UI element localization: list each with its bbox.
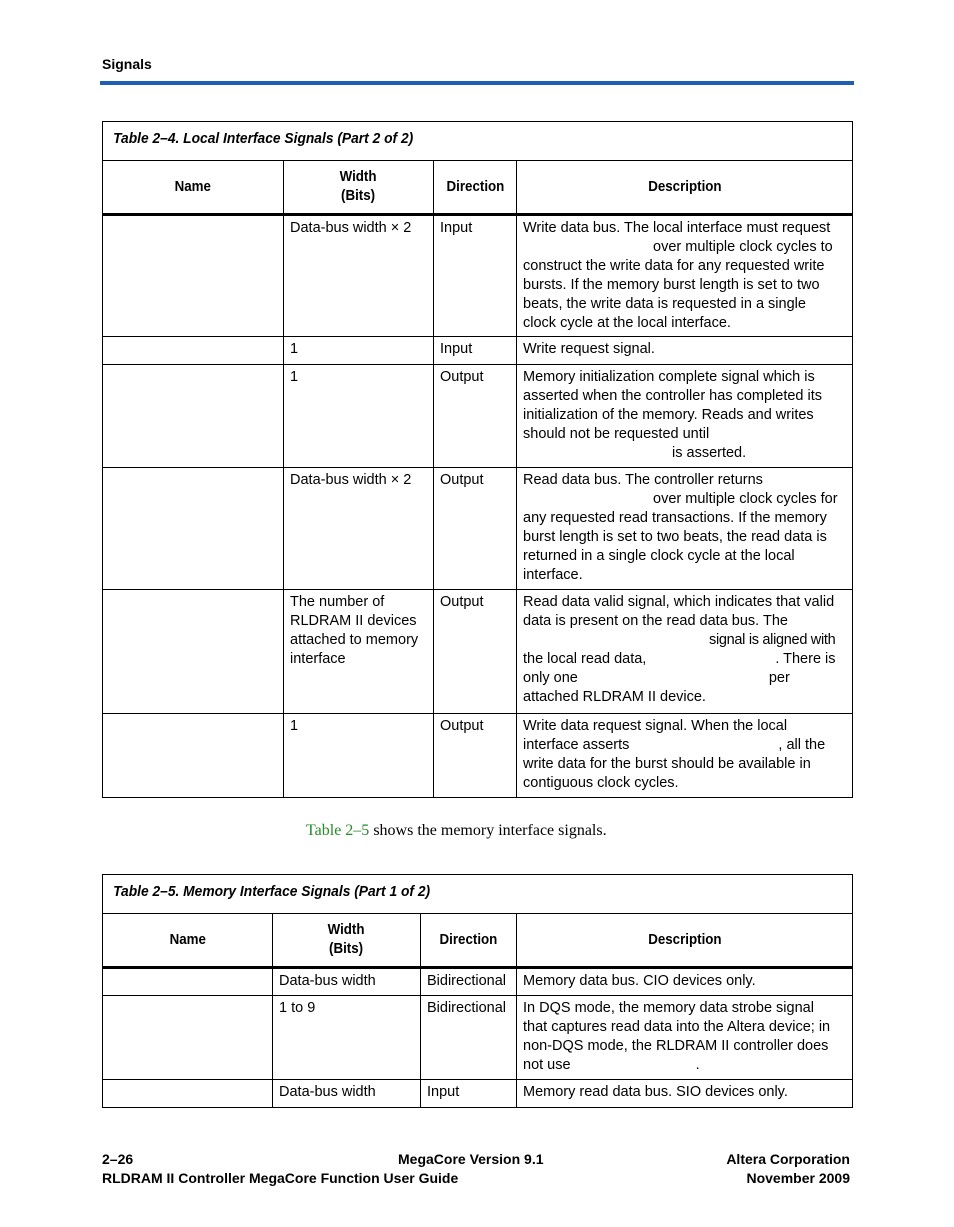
table-reference-sentence: Table 2–5 shows the memory interface signals. <box>306 822 607 839</box>
signal-direction: Output <box>434 468 517 590</box>
column-header-name: Name <box>103 161 284 215</box>
section-title: Signals <box>102 56 152 72</box>
signal-width: 1 <box>284 337 434 365</box>
signal-name <box>103 337 284 365</box>
signal-description: Write data request signal. When the local interface asserts , all the write data for the burst should be available in contiguous clock cycles. <box>517 714 853 798</box>
signal-width: Data-bus width × 2 <box>284 215 434 337</box>
signal-direction: Input <box>434 337 517 365</box>
signal-direction: Bidirectional <box>421 996 517 1080</box>
signal-description: In DQS mode, the memory data strobe signal that captures read data into the Altera device; in non-DQS mode, the RLDRAM II controller does not use . <box>517 996 853 1080</box>
signal-width: Data-bus width <box>273 1080 421 1108</box>
signal-width: 1 <box>284 365 434 468</box>
table-row <box>103 968 853 996</box>
column-header-width: Width (Bits) <box>273 914 421 968</box>
signal-name <box>103 968 273 996</box>
header-rule <box>100 81 854 85</box>
table-row <box>103 215 853 337</box>
signal-description: Memory read data bus. SIO devices only. <box>517 1080 853 1108</box>
table-row <box>103 590 853 714</box>
memory-interface-signals-table <box>102 874 853 1108</box>
signal-name <box>103 714 284 798</box>
footer-date: November 2009 <box>746 1170 850 1186</box>
signal-description: Write data bus. The local interface must request over multiple clock cycles to construct the write data for any requested write bursts. If the memory burst length is set to two beats, the write data is requested in a single clock cycle at the local interface. <box>517 215 853 337</box>
signal-width: Data-bus width × 2 <box>284 468 434 590</box>
footer-guide-title: RLDRAM II Controller MegaCore Function User Guide <box>102 1170 459 1186</box>
signal-width: 1 to 9 <box>273 996 421 1080</box>
column-header-description: Description <box>517 161 853 215</box>
signal-name <box>103 996 273 1080</box>
signal-description: Read data valid signal, which indicates that valid data is present on the read data bus. The signal is aligned with the local read data, . There is only one per attached RLDRAM II device. <box>517 590 853 714</box>
signal-description: Memory initialization complete signal which is asserted when the controller has completed its initialization of the memory. Reads and writes should not be requested until is asserted. <box>517 365 853 468</box>
footer-company: Altera Corporation <box>726 1151 850 1167</box>
signal-description: Memory data bus. CIO devices only. <box>517 968 853 996</box>
footer-version: MegaCore Version 9.1 <box>398 1151 544 1167</box>
table-caption: Table 2–5. Memory Interface Signals (Part 1 of 2) <box>113 883 431 900</box>
signal-description: Write request signal. <box>517 337 853 365</box>
signal-direction: Output <box>434 590 517 714</box>
column-header-direction: Direction <box>434 161 517 215</box>
signal-description: Read data bus. The controller returns over multiple clock cycles for any requested read transactions. If the memory burst length is set to two beats, the read data is returned in a single clock cycle at the local interface. <box>517 468 853 590</box>
local-interface-signals-table <box>102 121 853 798</box>
signal-name <box>103 365 284 468</box>
table-row <box>103 996 853 1080</box>
table-row <box>103 1080 853 1108</box>
table-2-5-link[interactable]: Table 2–5 <box>306 822 370 839</box>
signal-name <box>103 468 284 590</box>
signal-width: 1 <box>284 714 434 798</box>
table-row <box>103 337 853 365</box>
signal-name <box>103 590 284 714</box>
column-header-name: Name <box>103 914 273 968</box>
signal-direction: Input <box>421 1080 517 1108</box>
column-header-width: Width (Bits) <box>284 161 434 215</box>
table-row <box>103 365 853 468</box>
signal-width: The number of RLDRAM II devices attached to memory interface <box>284 590 434 714</box>
signal-width: Data-bus width <box>273 968 421 996</box>
table-row <box>103 714 853 798</box>
signal-direction: Bidirectional <box>421 968 517 996</box>
signal-name <box>103 1080 273 1108</box>
table-row <box>103 468 853 590</box>
signal-direction: Input <box>434 215 517 337</box>
signal-name <box>103 215 284 337</box>
signal-direction: Output <box>434 714 517 798</box>
column-header-direction: Direction <box>421 914 517 968</box>
column-header-description: Description <box>517 914 853 968</box>
footer-page-number: 2–26 <box>102 1151 134 1167</box>
table-caption: Table 2–4. Local Interface Signals (Part 2 of 2) <box>113 130 414 147</box>
signal-direction: Output <box>434 365 517 468</box>
